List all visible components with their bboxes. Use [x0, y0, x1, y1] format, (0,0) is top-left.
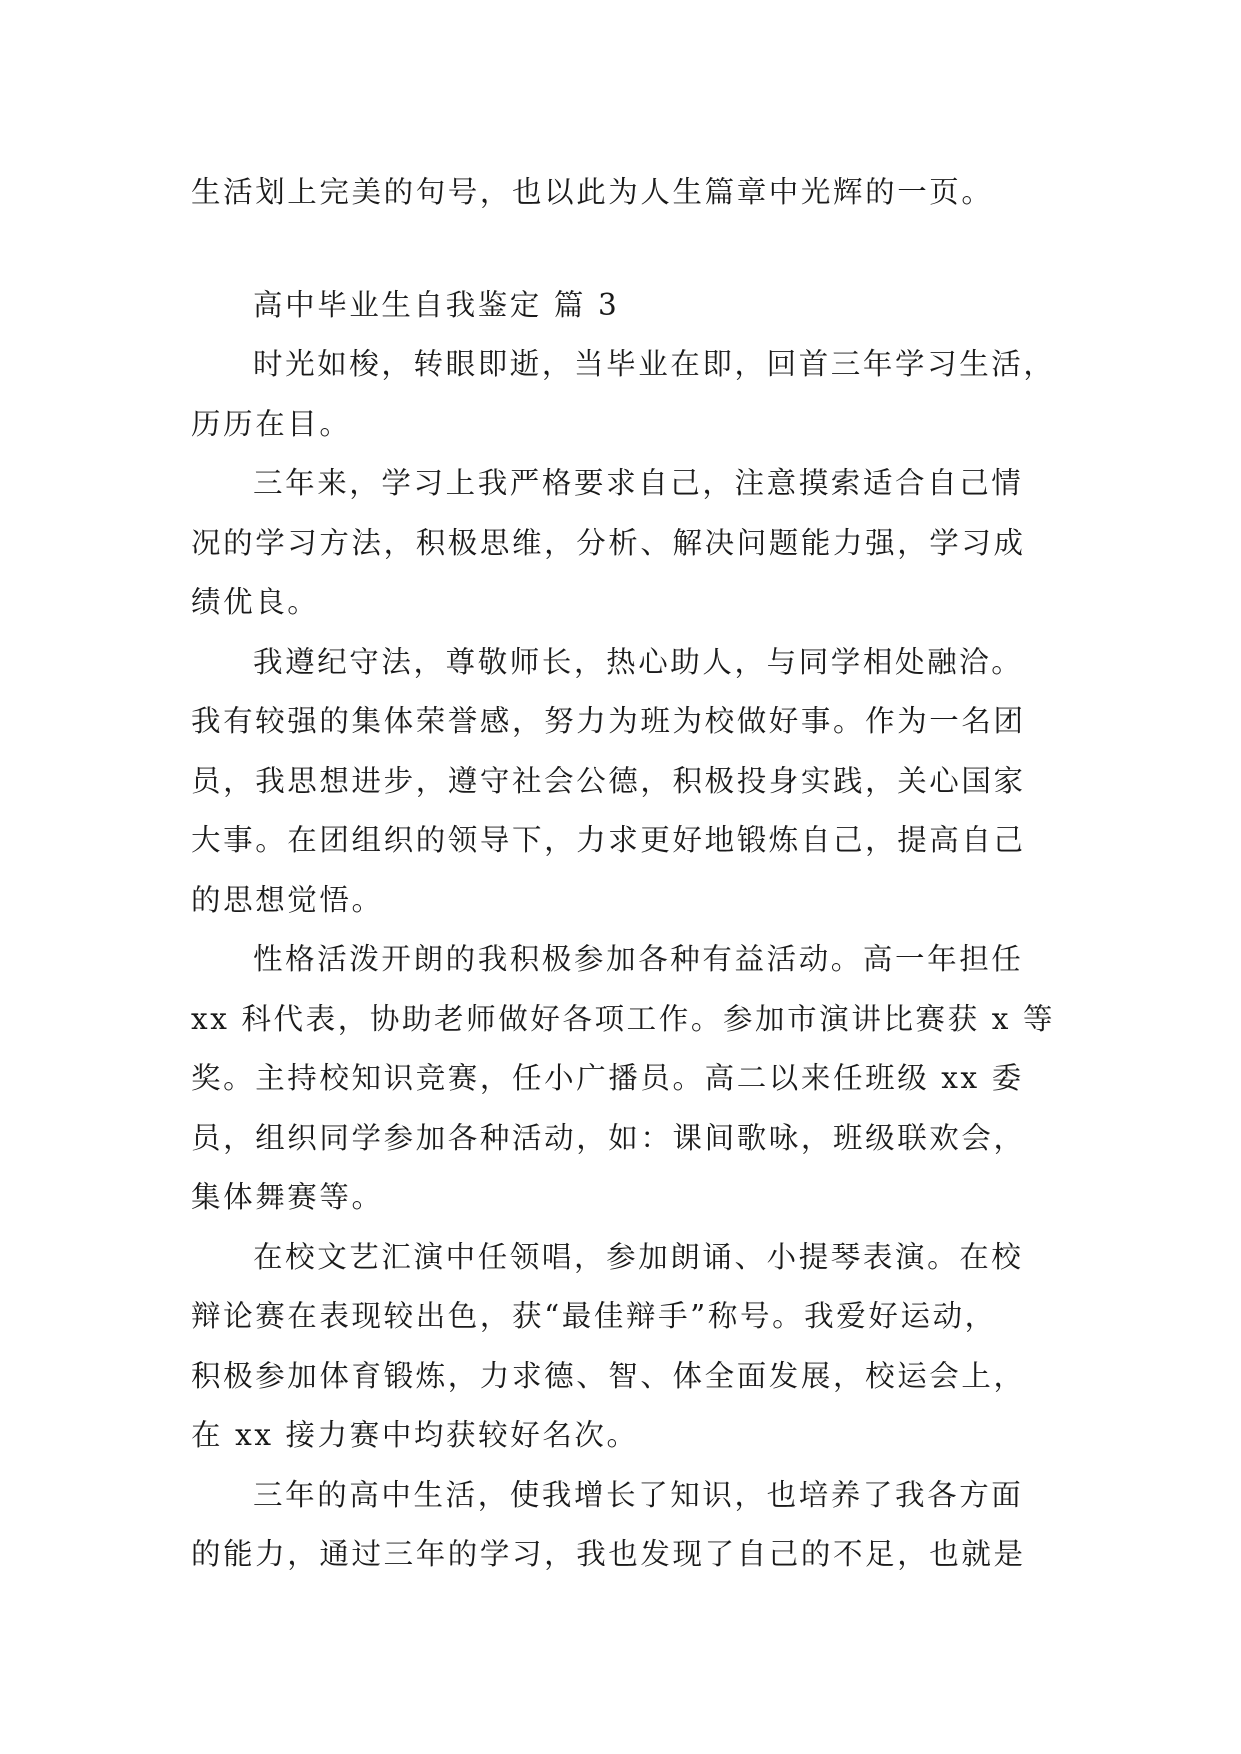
paragraph — [191, 633, 1071, 931]
paragraph-line: 绩优良。 — [191, 585, 320, 619]
paragraph-line: xx 科代表，协助老师做好各项工作。参加市演讲比赛获 x 等 — [191, 1001, 1056, 1036]
paragraph-line: 员，我思想进步，遵守社会公德，积极投身实践，关心国家 — [191, 763, 1026, 798]
paragraph-line: 时光如梭，转眼即逝，当毕业在即，回首三年学习生活， — [253, 347, 1056, 381]
paragraph-line: 在校文艺汇演中任领唱，参加朗诵、小提琴表演。在校 — [253, 1239, 1024, 1274]
paragraph-line: 员，组织同学参加各种活动，如：课间歌咏，班级联欢会， — [191, 1120, 1026, 1155]
paragraph-line: 我有较强的集体荣誉感，努力为班为校做好事。作为一名团 — [191, 704, 1026, 738]
paragraph-line: 辩论赛在表现较出色，获“最佳辩手”称号。我爱好运动， — [191, 1299, 997, 1333]
paragraph-line: 的能力，通过三年的学习，我也发现了自己的不足，也就是 — [191, 1537, 1026, 1571]
paragraph-line: 三年的高中生活，使我增长了知识，也培养了我各方面 — [253, 1477, 1024, 1512]
continuation-line: 生活划上完美的句号，也以此为人生篇章中光辉的一页。 — [191, 175, 994, 209]
paragraph-line: 三年来，学习上我严格要求自己，注意摸索适合自己情 — [253, 466, 1024, 500]
paragraph-line: 我遵纪守法，尊敬师长，热心助人，与同学相处融洽。 — [253, 644, 1024, 679]
paragraph-line: 的思想觉悟。 — [191, 882, 384, 917]
document-body — [191, 163, 1071, 1585]
paragraph — [191, 335, 1071, 454]
paragraph-line: 在 xx 接力赛中均获较好名次。 — [191, 1418, 639, 1452]
paragraph-line: 性格活泼开朗的我积极参加各种有益活动。高一年担任 — [253, 942, 1024, 976]
section-heading: 高中毕业生自我鉴定 篇 3 — [253, 287, 620, 322]
paragraph — [191, 1228, 1071, 1466]
paragraph — [191, 454, 1071, 633]
paragraph-line: 大事。在团组织的领导下，力求更好地锻炼自己，提高自己 — [191, 823, 1026, 857]
paragraph — [191, 930, 1071, 1228]
paragraph-line: 历历在目。 — [191, 406, 352, 441]
paragraph-line: 积极参加体育锻炼，力求德、智、体全面发展，校运会上， — [191, 1358, 1026, 1393]
paragraph-line: 奖。主持校知识竞赛，任小广播员。高二以来任班级 xx 委 — [191, 1061, 1024, 1095]
paragraph-line: 况的学习方法，积极思维，分析、解决问题能力强，学习成 — [191, 525, 1026, 560]
paragraph — [191, 1466, 1071, 1585]
paragraph-line: 集体舞赛等。 — [191, 1180, 384, 1214]
